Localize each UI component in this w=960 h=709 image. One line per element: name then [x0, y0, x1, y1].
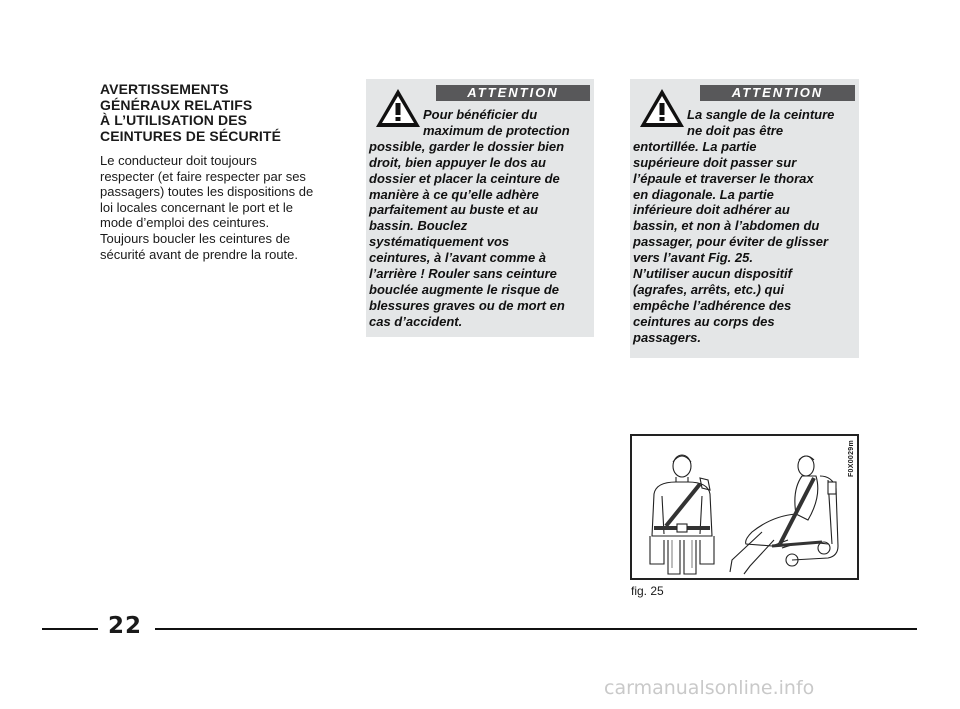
section-body: Le conducteur doit toujours respecter (et faire respecter par ses passagers) toutes les dispositions de loi locales concernant le port et le mode d’emploi des ceintures. Toujours boucler les ceintures de sécurité avant de prendre la route.: [100, 153, 314, 262]
warning-text-1-lead: Pour bénéficier du maximum de protection: [423, 107, 570, 138]
watermark: carmanualsonline.info: [604, 677, 815, 699]
seatbelt-figure: [630, 434, 859, 580]
section-title: AVERTISSEMENTS GÉNÉRAUX RELATIFS À L’UTILISATION DES CEINTURES DE SÉCURITÉ: [100, 81, 282, 144]
warning-header-1: ATTENTION: [436, 85, 590, 101]
warning-text-2-rest: entortillée. La partie supérieure doit passer sur l’épaule et traverser le thorax en diagonale. La partie inférieure doit adhérer au bassin, et non à l’abdomen du passager, pour éviter de glisser vers l’avant Fig. 25. N’utiliser aucun dispositif (agrafes, arrêts, etc.) qui empêche l’adhérence des ceintures au corps des passagers.: [633, 138, 829, 345]
warning-text-2: [633, 107, 855, 346]
figure-code: F0X0029m: [848, 440, 855, 478]
footer-rule-right: [155, 628, 917, 630]
warning-text-1-rest: possible, garder le dossier bien droit, bien appuyer le dos au dossier et placer la ceinture de manière à ce qu’elle adhère parfaitement au buste et au bassin. Bouclez systématiquement vos ceintures, à l’avant comme à l’arrière ! Rouler sans ceinture bouclée augmente le risque de blessures graves ou de mort en cas d’accident.: [369, 138, 565, 329]
seatbelt-illustration: [632, 436, 857, 578]
warning-text-1: [369, 107, 590, 330]
warning-text-2-lead: La sangle de la ceinture ne doit pas être: [687, 107, 835, 138]
warning-box-2: [630, 79, 859, 358]
footer-rule-left: [42, 628, 98, 630]
page-number: 22: [108, 613, 143, 639]
warning-box-1: [366, 79, 594, 337]
figure-caption: fig. 25: [631, 584, 664, 598]
left-column: [100, 82, 336, 262]
warning-header-2: ATTENTION: [700, 85, 855, 101]
